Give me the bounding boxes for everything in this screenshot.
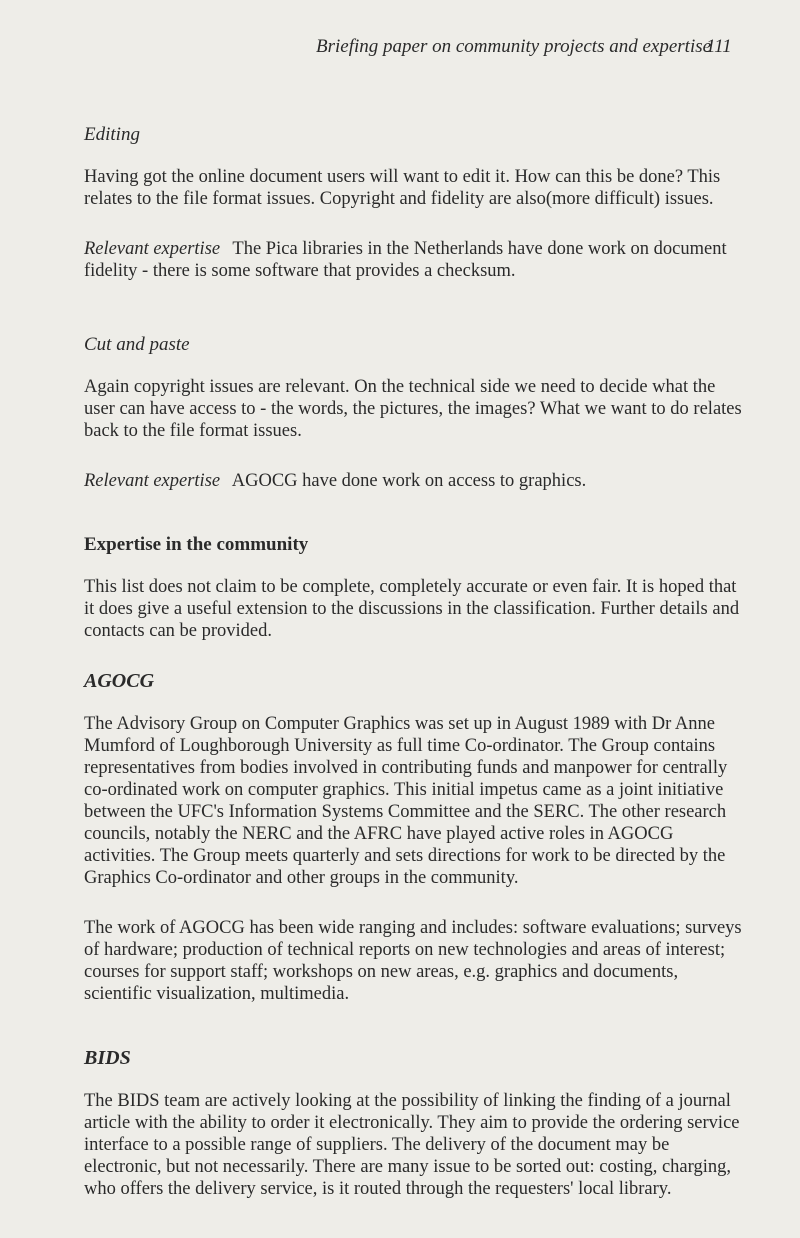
agocg-heading: AGOCG — [84, 670, 155, 692]
editing-expertise-text: The Pica libraries in the Netherlands have done work on document fidelity - there is some software that provides a checksum. — [84, 239, 727, 281]
running-header — [316, 36, 736, 58]
editing-expertise — [84, 238, 744, 282]
editing-paragraph: Having got the online document users will want to edit it. How can this be done? This relates to the file format issues. Copyright and fidelity are also(more difficult) issues. — [84, 167, 721, 209]
header-title: Briefing paper on community projects and expertise — [316, 36, 712, 57]
editing-heading: Editing — [84, 124, 140, 145]
page-number: 111 — [706, 36, 732, 57]
bids-paragraph: The BIDS team are actively looking at the possibility of linking the finding of a journal article with the ability to order it electronically. They aim to provide the ordering service interface to a possible range of suppliers. The delivery of the document may be electronic, but not necessarily. There are many issue to be sorted out: costing, charging, who offers the delivery service, is it routed through the requesters' local library. — [84, 1091, 740, 1199]
page-content — [84, 124, 744, 1228]
community-heading: Expertise in the community — [84, 534, 309, 555]
cut-paste-paragraph: Again copyright issues are relevant. On the technical side we need to decide what the user can have access to - the words, the pictures, the images? What we want to do relates back to the file format issues. — [84, 377, 742, 441]
cut-paste-expertise-label: Relevant expertise — [84, 471, 221, 491]
editing-expertise-label: Relevant expertise — [84, 239, 221, 259]
cut-paste-heading: Cut and paste — [84, 334, 190, 355]
agocg-paragraph-1: The Advisory Group on Computer Graphics was set up in August 1989 with Dr Anne Mumford of Loughborough University as full time Co-ordinator. The Group contains representatives from bodies involved in contributing funds and manpower for centrally co-ordinated work on computer graphics. This initial impetus came as a joint initiative between the UFC's Information Systems Committee and the SERC. The other research councils, notably the NERC and the AFRC have played active roles in AGOCG activities. The Group meets quarterly and sets directions for work to be directed by the Graphics Co-ordinator and other groups in the community. — [84, 714, 728, 888]
bids-heading: BIDS — [84, 1047, 131, 1069]
agocg-paragraph-2: The work of AGOCG has been wide ranging and includes: software evaluations; surveys of hardware; production of technical reports on new technologies and areas of interest; courses for support staff; workshops on new areas, e.g. graphics and documents, scientific visualization, multimedia. — [84, 918, 742, 1004]
cut-paste-expertise-text: AGOCG have done work on access to graphics. — [231, 471, 587, 491]
cut-paste-expertise — [84, 470, 744, 492]
community-paragraph: This list does not claim to be complete, completely accurate or even fair. It is hoped that it does give a useful extension to the discussions in the classification. Further details and contacts can be provided. — [84, 577, 740, 641]
